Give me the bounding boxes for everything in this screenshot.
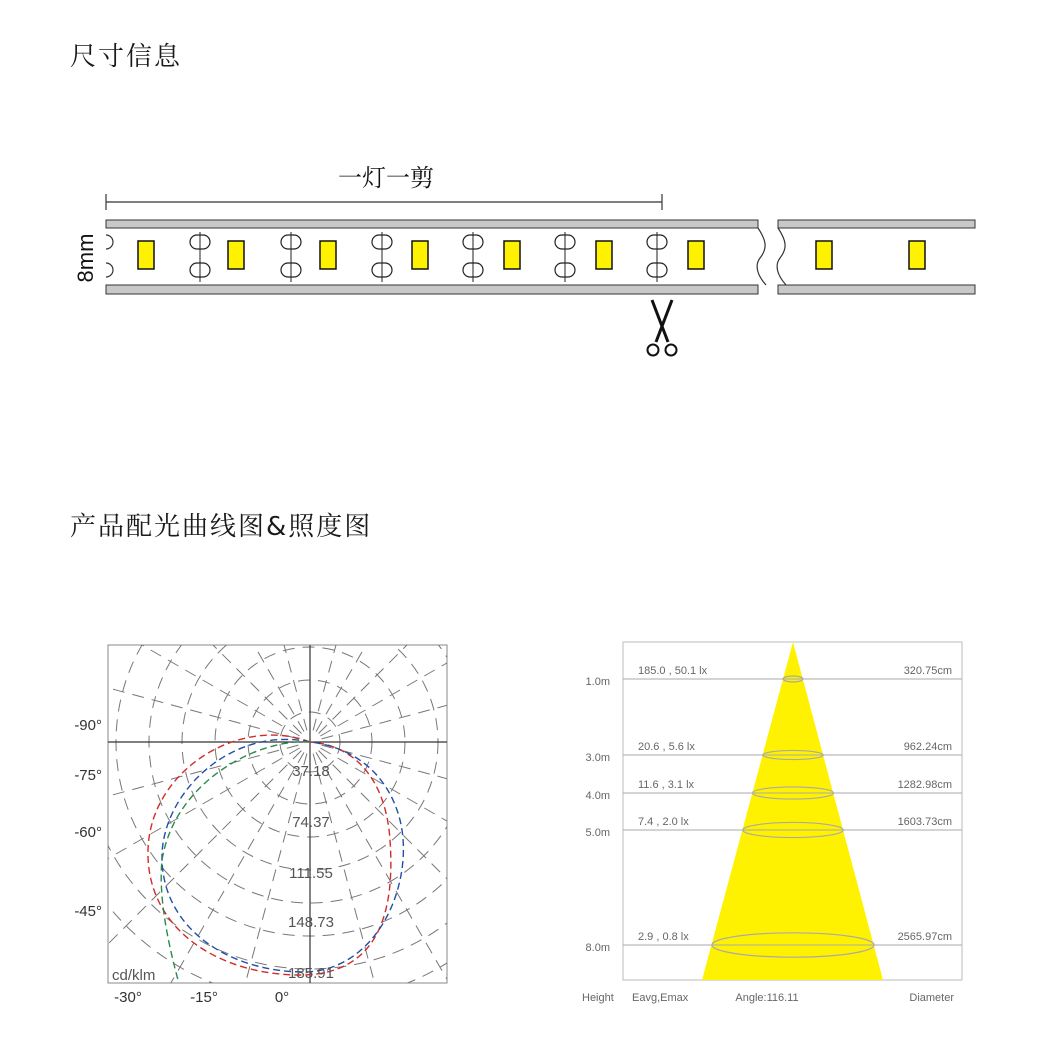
footer-height-label: Height: [582, 992, 614, 1004]
radial-value-label: 111.55: [289, 865, 333, 882]
footer-eavg-label: Eavg,Emax: [632, 992, 689, 1004]
radial-value-label: 74.37: [292, 814, 330, 831]
radial-value-label: 37.18: [292, 763, 330, 780]
row-diameter: 2565.97cm: [897, 931, 952, 943]
polar-angle-label: -45°: [74, 903, 102, 920]
led-chip: [596, 241, 612, 269]
led-chip: [909, 241, 925, 269]
cut-pad: [190, 232, 210, 282]
illuminance-chart: [570, 630, 970, 1010]
row-diameter: 962.24cm: [903, 741, 952, 753]
row-eavg-emax: 2.9 , 0.8 lx: [638, 931, 689, 943]
row-height: 3.0m: [585, 752, 610, 764]
cut-pad: [647, 232, 667, 282]
row-eavg-emax: 185.0 , 50.1 lx: [638, 665, 708, 677]
polar-chart-frame: [108, 645, 447, 983]
led-chip: [228, 241, 244, 269]
strip-break-left: [757, 228, 766, 285]
led-chip: [138, 241, 154, 269]
dimension-section-title: 尺寸信息: [70, 42, 183, 72]
strip-break-right: [777, 228, 786, 285]
polar-angle-label: -30°: [114, 989, 142, 1006]
row-height: 8.0m: [585, 942, 610, 954]
photometric-section-title: 产品配光曲线图&照度图: [70, 512, 373, 542]
strip-top-edge: [106, 220, 758, 228]
polar-angle-label: 0°: [274, 989, 290, 1006]
radial-value-label: 148.73: [288, 914, 334, 931]
led-strip-diagram: [0, 140, 1061, 380]
polar-distribution-chart: [60, 630, 460, 1010]
led-chip: [320, 241, 336, 269]
cut-pad: [281, 232, 301, 282]
footer-angle-label: Angle:116.11: [735, 992, 799, 1004]
row-height: 5.0m: [585, 827, 610, 839]
cut-unit-label: 一灯一剪: [338, 165, 434, 192]
strip-bottom-edge: [106, 285, 758, 294]
cut-pad: [372, 232, 392, 282]
radial-value-label: 185.91: [288, 965, 334, 982]
row-height: 4.0m: [585, 790, 610, 802]
footer-diameter-label: Diameter: [909, 992, 954, 1004]
row-diameter: 1282.98cm: [897, 779, 952, 791]
scissors-icon: [648, 300, 677, 356]
row-eavg-emax: 20.6 , 5.6 lx: [638, 741, 695, 753]
polar-angle-label: -90°: [74, 717, 102, 734]
cut-pad: [463, 232, 483, 282]
row-diameter: 320.75cm: [903, 665, 952, 677]
led-chip: [504, 241, 520, 269]
cut-pad: [555, 232, 575, 282]
row-diameter: 1603.73cm: [897, 816, 952, 828]
polar-angle-label: -15°: [190, 989, 218, 1006]
led-chip: [412, 241, 428, 269]
row-eavg-emax: 11.6 , 3.1 lx: [638, 779, 695, 791]
polar-angle-label: -75°: [74, 767, 102, 784]
led-chip: [816, 241, 832, 269]
led-chip: [688, 241, 704, 269]
polar-angle-label: -60°: [74, 824, 102, 841]
row-height: 1.0m: [585, 676, 610, 688]
row-eavg-emax: 7.4 , 2.0 lx: [638, 816, 689, 828]
unit-label: cd/klm: [112, 967, 156, 984]
height-label: 8mm: [73, 233, 98, 283]
